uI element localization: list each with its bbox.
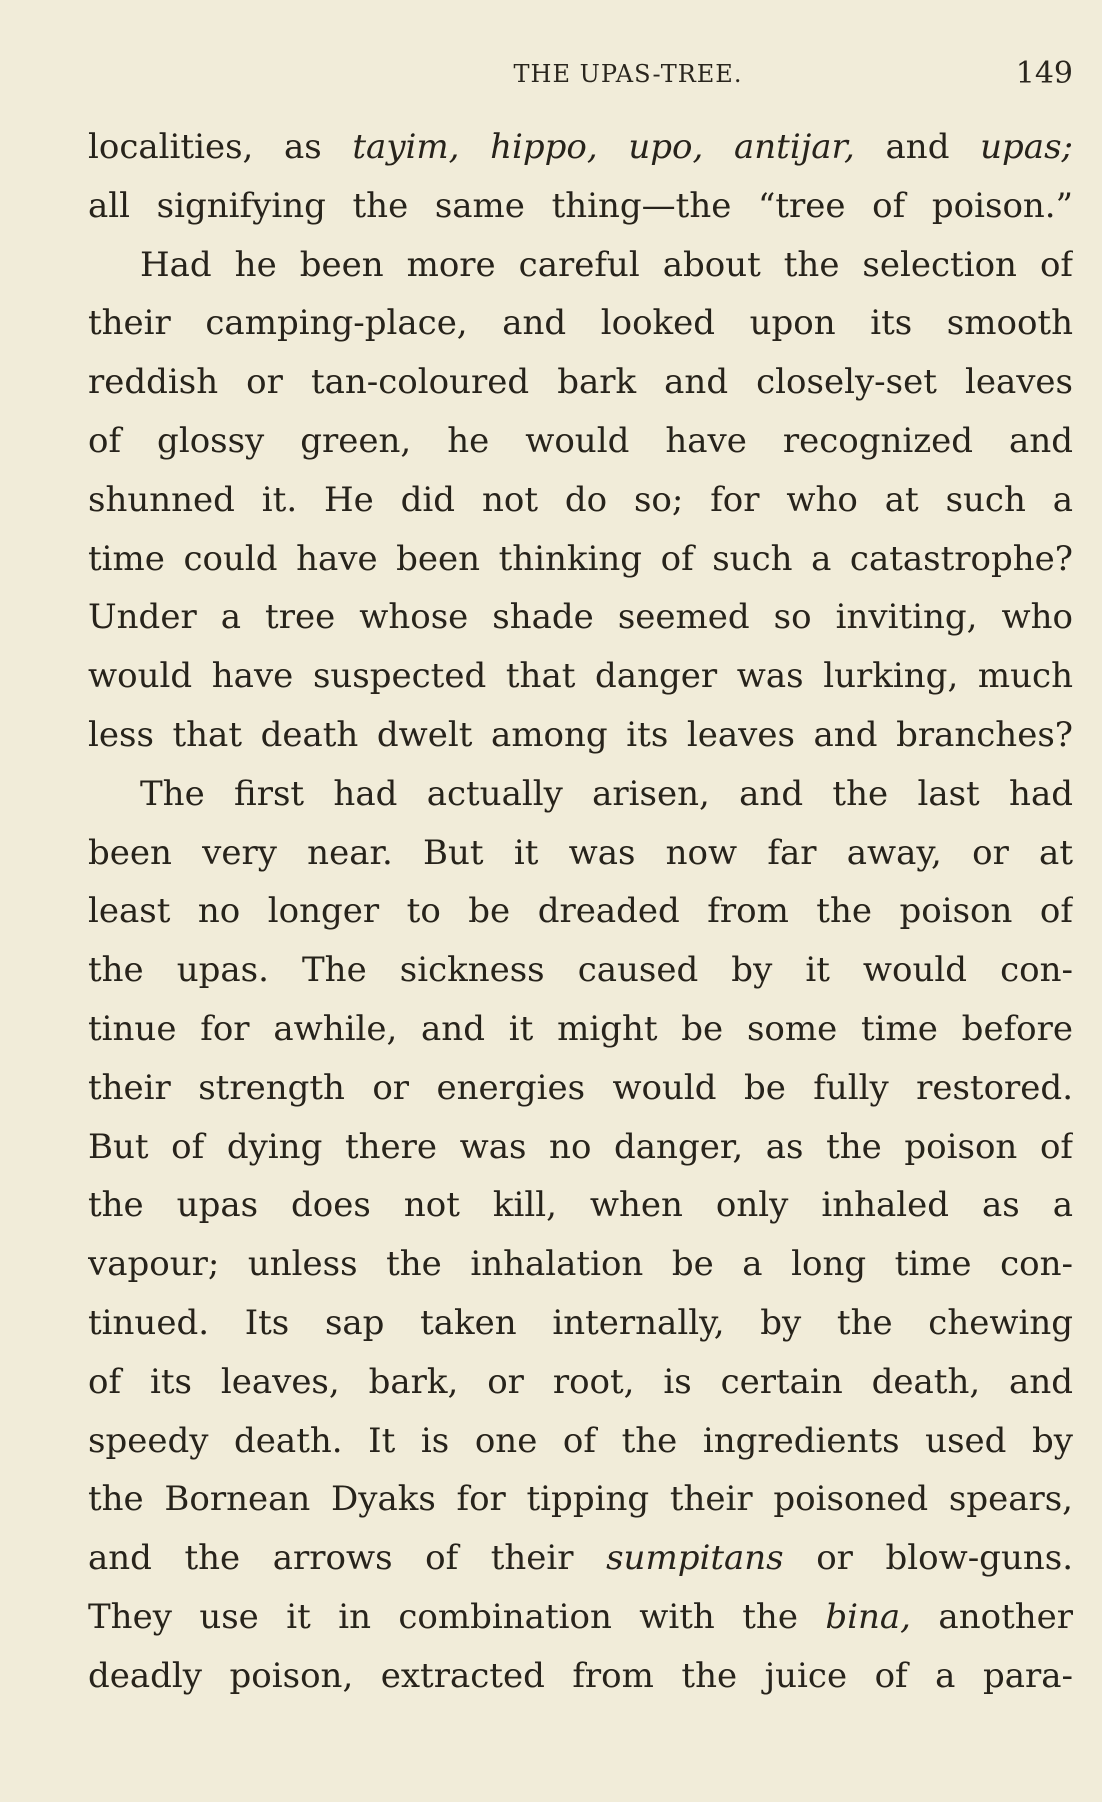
text-line xyxy=(88,1176,1073,1235)
text-segment: time could have been thinking of such a catastrophe? xyxy=(88,538,1073,579)
italic-text: bina, xyxy=(825,1596,911,1637)
text-line xyxy=(88,1412,1073,1471)
italic-text: tayim, hippo, upo, antijar, xyxy=(352,127,855,167)
text-line xyxy=(88,412,1073,471)
text-line xyxy=(88,1118,1073,1177)
italic-text: sumpitans xyxy=(606,1538,784,1579)
text-segment: and xyxy=(854,127,981,167)
text-segment: their strength or energies would be fully restored. xyxy=(88,1067,1073,1108)
text-segment: all signifying the same thing—the “tree of poison.” xyxy=(88,185,1073,226)
text-line xyxy=(88,177,1073,236)
text-segment: reddish or tan-coloured bark and closely-set leaves xyxy=(88,362,1073,403)
text-segment: deadly poison, extracted from the juice of a para- xyxy=(88,1655,1073,1696)
text-line xyxy=(88,118,1073,177)
text-line xyxy=(88,824,1073,883)
text-line xyxy=(88,471,1073,530)
text-line xyxy=(88,1000,1073,1059)
text-line xyxy=(88,530,1073,589)
italic-text: upas; xyxy=(980,127,1073,167)
text-segment: the upas. The sickness caused by it would con- xyxy=(88,950,1073,991)
text-segment: or blow-guns. xyxy=(783,1538,1073,1579)
text-segment: another xyxy=(911,1596,1073,1637)
text-line xyxy=(88,236,1073,295)
text-line xyxy=(88,588,1073,647)
text-segment: shunned it. He did not do so; for who at such a xyxy=(88,479,1073,520)
text-segment: would have suspected that danger was lurking, much xyxy=(88,656,1073,697)
text-segment: But of dying there was no danger, as the poison of xyxy=(88,1126,1073,1167)
text-segment: their camping-place, and looked upon its smooth xyxy=(88,303,1073,344)
text-line xyxy=(88,1529,1073,1588)
text-line xyxy=(88,1588,1073,1647)
text-segment: least no longer to be dreaded from the poison of xyxy=(88,891,1073,932)
text-line xyxy=(88,1294,1073,1353)
text-segment: tinue for awhile, and it might be some time before xyxy=(88,1008,1073,1049)
text-segment: been very near. But it was now far away, or at xyxy=(88,832,1073,873)
text-line xyxy=(88,1235,1073,1294)
text-line xyxy=(88,941,1073,1000)
text-line xyxy=(88,1059,1073,1118)
text-segment: the Bornean Dyaks for tipping their poisoned spears, xyxy=(88,1479,1073,1520)
text-segment: speedy death. It is one of the ingredients used by xyxy=(88,1420,1073,1461)
body-text xyxy=(88,118,1073,1706)
text-line xyxy=(88,1470,1073,1529)
text-segment: Under a tree whose shade seemed so inviting, who xyxy=(88,597,1073,638)
text-segment: of glossy green, he would have recognized and xyxy=(88,420,1073,461)
text-segment: Had he been more careful about the selection of xyxy=(140,244,1073,285)
text-line xyxy=(88,1647,1073,1706)
text-line xyxy=(88,765,1073,824)
running-title: THE UPAS-TREE. xyxy=(513,60,743,88)
text-segment: The first had actually arisen, and the last had xyxy=(140,773,1073,814)
text-line xyxy=(88,647,1073,706)
text-line xyxy=(88,882,1073,941)
text-segment: of its leaves, bark, or root, is certain death, and xyxy=(88,1361,1073,1402)
page-number: 149 xyxy=(1015,56,1073,91)
running-head xyxy=(88,56,1073,96)
text-segment: the upas does not kill, when only inhaled as a xyxy=(88,1185,1073,1226)
text-segment: and the arrows of their xyxy=(88,1538,607,1579)
text-line xyxy=(88,353,1073,412)
text-segment: localities, as xyxy=(88,127,353,167)
text-line xyxy=(88,294,1073,353)
text-line xyxy=(88,706,1073,765)
text-segment: They use it in combination with the xyxy=(88,1596,826,1637)
text-segment: vapour; unless the inhalation be a long time con- xyxy=(88,1244,1073,1285)
text-segment: tinued. Its sap taken internally, by the chewing xyxy=(88,1302,1073,1343)
text-segment: less that death dwelt among its leaves and branches? xyxy=(88,714,1073,755)
text-line xyxy=(88,1353,1073,1412)
